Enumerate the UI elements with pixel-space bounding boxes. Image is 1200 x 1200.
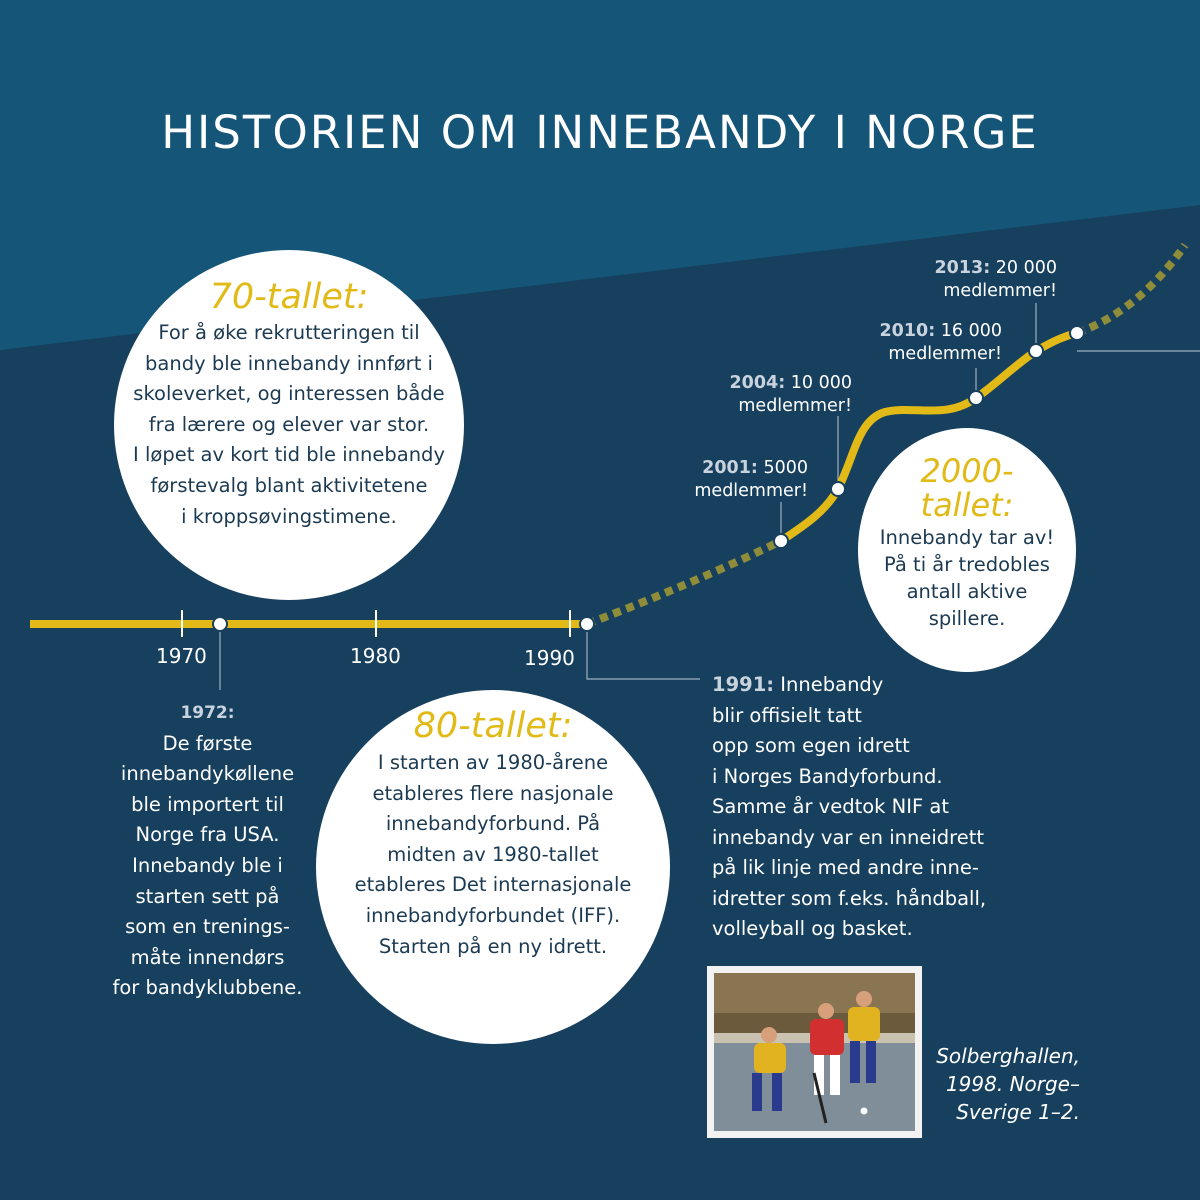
node-2004 (831, 482, 845, 496)
milestone-text: medlemmer! (888, 344, 1002, 364)
circle-80s-line: etableres Det internasjonale (354, 873, 632, 897)
node-1972 (213, 617, 227, 631)
milestone-value: 20 000 (990, 258, 1057, 278)
milestone-value: 10 000 (785, 373, 852, 393)
event-1972-line: for bandyklubbene. (112, 976, 303, 1000)
circle-80s-line: etableres flere nasjonale (372, 781, 614, 805)
match-photo (707, 966, 922, 1138)
event-1972-line: starten sett på (135, 884, 280, 908)
event-1972-line: innebandykøllene (120, 762, 295, 786)
event-1972-year: 1972: (180, 703, 235, 723)
match-photo-image (714, 973, 915, 1131)
circle-2000s-heading-line: tallet: (920, 486, 1014, 524)
circle-80s (316, 690, 670, 1044)
circle-2000s-line: spillere. (928, 607, 1006, 630)
node-2010 (969, 391, 983, 405)
circle-80s-line: midten av 1980-tallet (387, 842, 599, 866)
circle-2000s-line: På ti år tredobles (884, 553, 1050, 576)
year-label-1970: 1970 (156, 644, 207, 668)
event-1991-line: opp som egen idrett (712, 734, 910, 757)
circle-70s-line: fra lærere og elever var stor. (148, 412, 430, 436)
event-1972-line: ble importert til (131, 792, 284, 816)
circle-70s-line: i kroppsøvingstimene. (181, 504, 397, 528)
circle-70s (114, 250, 464, 600)
event-1991-line: volleyball og basket. (712, 917, 913, 940)
node-2001 (774, 534, 788, 548)
page-title: HISTORIEN OM INNEBANDY I NORGE (161, 106, 1039, 159)
milestone-2004 (712, 372, 852, 418)
milestone-text: medlemmer! (943, 281, 1057, 301)
circle-70s-heading: 70-tallet: (209, 277, 369, 317)
milestone-year: 2001: (702, 458, 758, 478)
event-1991-line: Innebandy (774, 673, 884, 696)
event-1972-line: som en trenings- (125, 915, 290, 939)
circle-70s-text (129, 318, 449, 532)
event-1972-line: Innebandy ble i (132, 853, 283, 877)
event-1972-line: måte innendørs (130, 945, 285, 969)
photo-caption (930, 1042, 1080, 1126)
circle-2000s-heading-line: 2000- (920, 452, 1014, 490)
event-1991-year: 1991: (712, 673, 775, 696)
circle-80s-heading: 80-tallet: (413, 706, 573, 746)
milestone-2013 (914, 257, 1057, 303)
milestone-year: 2013: (934, 258, 991, 278)
milestone-value: 16 000 (935, 321, 1002, 341)
circle-70s-line: For å øke rekrutteringen til (158, 321, 420, 344)
circle-80s-line: Starten på en ny idrett. (378, 934, 608, 958)
photo-caption-line: Solberghallen, (936, 1044, 1080, 1068)
milestone-2010 (862, 320, 1002, 366)
milestone-year: 2004: (729, 373, 786, 393)
milestone-2001 (680, 457, 808, 503)
event-1991-line: Samme år vedtok NIF at (712, 795, 950, 818)
circle-70s-line: skoleverket, og interessen både (133, 382, 445, 406)
milestone-text: medlemmer! (738, 396, 852, 416)
event-1972-line: Norge fra USA. (135, 823, 280, 847)
node-1991 (580, 617, 594, 631)
milestone-value: 5000 (757, 458, 808, 478)
circle-70s-line: bandy ble innebandy innført i (145, 351, 433, 375)
milestone-text: medlemmer! (694, 481, 808, 501)
event-1972-line: De første (162, 731, 253, 755)
node-end (1070, 326, 1084, 340)
circle-80s-line: innebandyforbundet (IFF). (365, 903, 621, 927)
circle-2000s-heading (858, 454, 1076, 522)
circle-70s-line: førstevalg blant aktivitetene (150, 473, 428, 497)
photo-caption-line: 1998. Norge– (945, 1072, 1080, 1096)
circle-2000s (858, 428, 1076, 672)
circle-70s-line: I løpet av kort tid ble innebandy (133, 443, 445, 467)
circle-80s-line: innebandyforbund. På (385, 812, 601, 836)
event-1991 (712, 670, 1042, 945)
event-1991-line: innebandy var en inneidrett (712, 825, 985, 849)
year-label-1990: 1990 (524, 646, 575, 670)
circle-2000s-line: Innebandy tar av! (879, 526, 1055, 549)
circle-2000s-line: antall aktive (906, 580, 1028, 603)
milestone-year: 2010: (879, 321, 936, 341)
year-label-1980: 1980 (350, 644, 401, 668)
circle-80s-text (343, 748, 643, 962)
node-2013 (1029, 344, 1043, 358)
event-1972 (100, 698, 315, 1004)
circle-2000s-text (858, 524, 1076, 632)
circle-80s-line: I starten av 1980-årene (377, 751, 609, 774)
event-1991-line: på lik linje med andre inne- (712, 856, 979, 879)
event-1991-line: i Norges Bandyforbund. (712, 764, 943, 788)
event-1991-line: idretter som f.eks. håndball, (712, 886, 987, 910)
event-1991-line: blir offisielt tatt (712, 703, 862, 727)
photo-caption-line: Sverige 1–2. (956, 1100, 1080, 1124)
